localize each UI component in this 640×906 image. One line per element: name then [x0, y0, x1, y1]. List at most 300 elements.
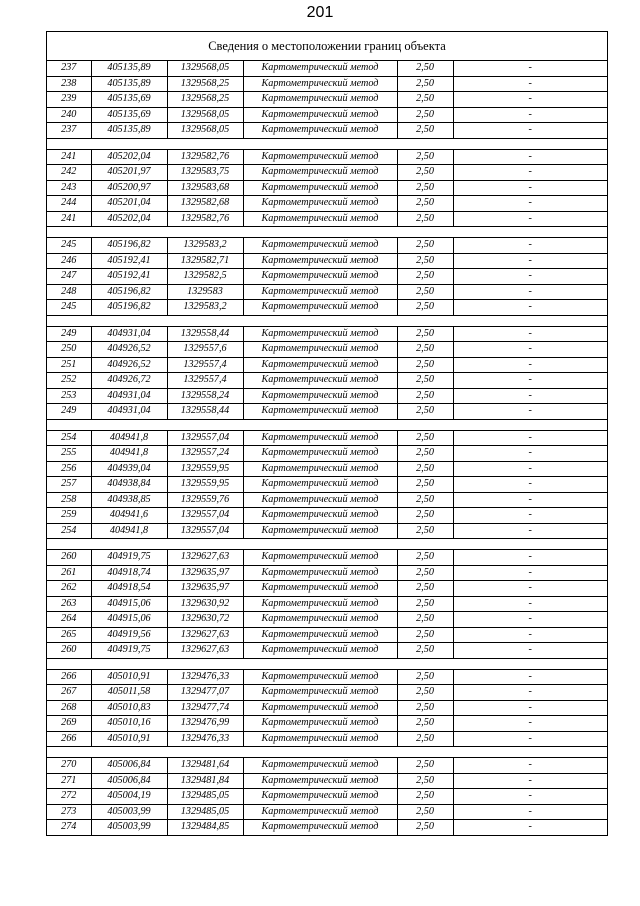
description-cell: -	[453, 253, 607, 269]
method-cell: Картометрический метод	[243, 773, 397, 789]
table-row	[47, 565, 607, 581]
table-row	[47, 804, 607, 820]
coord-y-cell: 1329568,05	[167, 61, 243, 76]
method-cell: Картометрический метод	[243, 612, 397, 628]
method-cell: Картометрический метод	[243, 565, 397, 581]
coord-x-cell: 404941,8	[91, 523, 167, 539]
coord-y-cell: 1329582,71	[167, 253, 243, 269]
method-cell: Картометрический метод	[243, 804, 397, 820]
table-row	[47, 731, 607, 747]
coord-y-cell: 1329630,72	[167, 612, 243, 628]
coord-x-cell: 404938,85	[91, 492, 167, 508]
table-row	[47, 123, 607, 139]
point-number-cell: 259	[47, 508, 91, 524]
method-cell: Картометрический метод	[243, 820, 397, 835]
method-cell: Картометрический метод	[243, 731, 397, 747]
table-row	[47, 508, 607, 524]
group-separator	[47, 315, 607, 326]
method-cell: Картометрический метод	[243, 284, 397, 300]
table-row	[47, 107, 607, 123]
coord-y-cell: 1329557,04	[167, 523, 243, 539]
description-cell: -	[453, 284, 607, 300]
method-cell: Картометрический метод	[243, 300, 397, 316]
method-cell: Картометрический метод	[243, 596, 397, 612]
point-number-cell: 254	[47, 523, 91, 539]
table-row	[47, 76, 607, 92]
table-row	[47, 461, 607, 477]
coord-x-cell: 405003,99	[91, 804, 167, 820]
description-cell: -	[453, 165, 607, 181]
point-number-cell: 241	[47, 149, 91, 165]
point-number-cell: 260	[47, 550, 91, 566]
point-number-cell: 237	[47, 61, 91, 76]
method-cell: Картометрический метод	[243, 373, 397, 389]
table-row	[47, 758, 607, 774]
description-cell: -	[453, 758, 607, 774]
coord-x-cell: 405011,58	[91, 685, 167, 701]
coord-x-cell: 404941,8	[91, 446, 167, 462]
coord-y-cell: 1329557,4	[167, 373, 243, 389]
coord-x-cell: 405006,84	[91, 758, 167, 774]
table-row	[47, 196, 607, 212]
coord-y-cell: 1329568,25	[167, 92, 243, 108]
method-cell: Картометрический метод	[243, 508, 397, 524]
point-number-cell: 266	[47, 669, 91, 685]
accuracy-cell: 2,50	[397, 773, 453, 789]
coord-y-cell: 1329635,97	[167, 565, 243, 581]
point-number-cell: 238	[47, 76, 91, 92]
accuracy-cell: 2,50	[397, 716, 453, 732]
table-row	[47, 789, 607, 805]
coord-x-cell: 405202,04	[91, 149, 167, 165]
point-number-cell: 244	[47, 196, 91, 212]
accuracy-cell: 2,50	[397, 165, 453, 181]
accuracy-cell: 2,50	[397, 731, 453, 747]
coord-x-cell: 404939,04	[91, 461, 167, 477]
table-row	[47, 388, 607, 404]
point-number-cell: 240	[47, 107, 91, 123]
method-cell: Картометрический метод	[243, 107, 397, 123]
method-cell: Картометрический метод	[243, 211, 397, 227]
method-cell: Картометрический метод	[243, 446, 397, 462]
accuracy-cell: 2,50	[397, 253, 453, 269]
accuracy-cell: 2,50	[397, 76, 453, 92]
separator-cell	[47, 138, 607, 149]
point-number-cell: 245	[47, 238, 91, 254]
page-number: 201	[306, 4, 334, 21]
description-cell: -	[453, 492, 607, 508]
description-cell: -	[453, 388, 607, 404]
description-cell: -	[453, 700, 607, 716]
coord-y-cell: 1329558,44	[167, 404, 243, 420]
coord-y-cell: 1329481,84	[167, 773, 243, 789]
separator-cell	[47, 227, 607, 238]
accuracy-cell: 2,50	[397, 804, 453, 820]
point-number-cell: 265	[47, 627, 91, 643]
accuracy-cell: 2,50	[397, 446, 453, 462]
table-row	[47, 685, 607, 701]
description-cell: -	[453, 373, 607, 389]
coord-x-cell: 405196,82	[91, 284, 167, 300]
coord-x-cell: 405010,91	[91, 669, 167, 685]
table-row	[47, 238, 607, 254]
coord-y-cell: 1329477,74	[167, 700, 243, 716]
coord-y-cell: 1329557,04	[167, 508, 243, 524]
table-row	[47, 404, 607, 420]
accuracy-cell: 2,50	[397, 211, 453, 227]
coord-y-cell: 1329582,76	[167, 211, 243, 227]
point-number-cell: 270	[47, 758, 91, 774]
point-number-cell: 261	[47, 565, 91, 581]
table-row	[47, 92, 607, 108]
table-row	[47, 773, 607, 789]
table-row	[47, 716, 607, 732]
method-cell: Картометрический метод	[243, 685, 397, 701]
table-row	[47, 643, 607, 659]
group-separator	[47, 747, 607, 758]
coord-x-cell: 405010,16	[91, 716, 167, 732]
accuracy-cell: 2,50	[397, 643, 453, 659]
coord-y-cell: 1329476,33	[167, 669, 243, 685]
accuracy-cell: 2,50	[397, 284, 453, 300]
accuracy-cell: 2,50	[397, 373, 453, 389]
coord-x-cell: 405135,89	[91, 61, 167, 76]
table-row	[47, 180, 607, 196]
coord-y-cell: 1329485,05	[167, 789, 243, 805]
coord-y-cell: 1329476,99	[167, 716, 243, 732]
point-number-cell: 262	[47, 581, 91, 597]
coord-x-cell: 404919,75	[91, 550, 167, 566]
coord-x-cell: 405196,82	[91, 238, 167, 254]
accuracy-cell: 2,50	[397, 685, 453, 701]
description-cell: -	[453, 596, 607, 612]
coord-y-cell: 1329582,76	[167, 149, 243, 165]
coord-x-cell: 405192,41	[91, 269, 167, 285]
method-cell: Картометрический метод	[243, 669, 397, 685]
coord-y-cell: 1329484,85	[167, 820, 243, 835]
coord-y-cell: 1329557,4	[167, 357, 243, 373]
accuracy-cell: 2,50	[397, 388, 453, 404]
coord-x-cell: 404919,75	[91, 643, 167, 659]
coord-x-cell: 404931,04	[91, 388, 167, 404]
coord-x-cell: 404938,84	[91, 477, 167, 493]
coord-x-cell: 404926,72	[91, 373, 167, 389]
description-cell: -	[453, 643, 607, 659]
coord-x-cell: 405135,89	[91, 76, 167, 92]
method-cell: Картометрический метод	[243, 477, 397, 493]
coord-y-cell: 1329582,5	[167, 269, 243, 285]
method-cell: Картометрический метод	[243, 461, 397, 477]
accuracy-cell: 2,50	[397, 627, 453, 643]
point-number-cell: 272	[47, 789, 91, 805]
table-row	[47, 430, 607, 446]
method-cell: Картометрический метод	[243, 92, 397, 108]
method-cell: Картометрический метод	[243, 523, 397, 539]
description-cell: -	[453, 820, 607, 835]
method-cell: Картометрический метод	[243, 404, 397, 420]
point-number-cell: 266	[47, 731, 91, 747]
accuracy-cell: 2,50	[397, 269, 453, 285]
description-cell: -	[453, 61, 607, 76]
coord-y-cell: 1329557,24	[167, 446, 243, 462]
description-cell: -	[453, 149, 607, 165]
description-cell: -	[453, 430, 607, 446]
coord-y-cell: 1329630,92	[167, 596, 243, 612]
table-row	[47, 61, 607, 76]
method-cell: Картометрический метод	[243, 550, 397, 566]
coord-y-cell: 1329558,44	[167, 326, 243, 342]
coord-y-cell: 1329583,75	[167, 165, 243, 181]
method-cell: Картометрический метод	[243, 388, 397, 404]
coord-y-cell: 1329568,05	[167, 107, 243, 123]
accuracy-cell: 2,50	[397, 61, 453, 76]
point-number-cell: 237	[47, 123, 91, 139]
description-cell: -	[453, 716, 607, 732]
table-row	[47, 326, 607, 342]
coord-y-cell: 1329635,97	[167, 581, 243, 597]
description-cell: -	[453, 612, 607, 628]
accuracy-cell: 2,50	[397, 149, 453, 165]
coord-x-cell: 404918,54	[91, 581, 167, 597]
coord-x-cell: 404941,8	[91, 430, 167, 446]
table-row	[47, 550, 607, 566]
table-title: Сведения о местоположении границ объекта	[47, 32, 607, 61]
accuracy-cell: 2,50	[397, 581, 453, 597]
table-row	[47, 284, 607, 300]
method-cell: Картометрический метод	[243, 758, 397, 774]
coord-y-cell: 1329559,95	[167, 477, 243, 493]
point-number-cell: 245	[47, 300, 91, 316]
description-cell: -	[453, 446, 607, 462]
separator-cell	[47, 315, 607, 326]
separator-cell	[47, 539, 607, 550]
coord-x-cell: 405006,84	[91, 773, 167, 789]
table-row	[47, 669, 607, 685]
coord-x-cell: 404919,56	[91, 627, 167, 643]
coord-x-cell: 405003,99	[91, 820, 167, 835]
group-separator	[47, 539, 607, 550]
accuracy-cell: 2,50	[397, 523, 453, 539]
point-number-cell: 243	[47, 180, 91, 196]
point-number-cell: 251	[47, 357, 91, 373]
coord-x-cell: 405135,69	[91, 92, 167, 108]
point-number-cell: 241	[47, 211, 91, 227]
description-cell: -	[453, 300, 607, 316]
table-row	[47, 820, 607, 835]
boundary-points-table	[47, 61, 607, 835]
description-cell: -	[453, 404, 607, 420]
coord-y-cell: 1329557,04	[167, 430, 243, 446]
accuracy-cell: 2,50	[397, 550, 453, 566]
point-number-cell: 250	[47, 342, 91, 358]
method-cell: Картометрический метод	[243, 269, 397, 285]
description-cell: -	[453, 180, 607, 196]
accuracy-cell: 2,50	[397, 107, 453, 123]
method-cell: Картометрический метод	[243, 196, 397, 212]
method-cell: Картометрический метод	[243, 342, 397, 358]
point-number-cell: 249	[47, 326, 91, 342]
coord-y-cell: 1329485,05	[167, 804, 243, 820]
accuracy-cell: 2,50	[397, 238, 453, 254]
table-row	[47, 627, 607, 643]
table-row	[47, 596, 607, 612]
table-row	[47, 253, 607, 269]
accuracy-cell: 2,50	[397, 123, 453, 139]
coord-x-cell: 405200,97	[91, 180, 167, 196]
point-number-cell: 260	[47, 643, 91, 659]
coord-x-cell: 405201,04	[91, 196, 167, 212]
accuracy-cell: 2,50	[397, 820, 453, 835]
accuracy-cell: 2,50	[397, 612, 453, 628]
group-separator	[47, 138, 607, 149]
coord-y-cell: 1329583,2	[167, 238, 243, 254]
point-number-cell: 257	[47, 477, 91, 493]
table-row	[47, 165, 607, 181]
description-cell: -	[453, 627, 607, 643]
method-cell: Картометрический метод	[243, 643, 397, 659]
table-row	[47, 211, 607, 227]
accuracy-cell: 2,50	[397, 196, 453, 212]
point-number-cell: 274	[61, 821, 77, 832]
method-cell: Картометрический метод	[243, 165, 397, 181]
description-cell: -	[453, 342, 607, 358]
point-number-cell: 246	[47, 253, 91, 269]
description-cell: -	[453, 238, 607, 254]
separator-cell	[47, 747, 607, 758]
coord-y-cell: 1329583,68	[167, 180, 243, 196]
method-cell: Картометрический метод	[243, 326, 397, 342]
coord-x-cell: 405004,19	[91, 789, 167, 805]
method-cell: Картометрический метод	[243, 76, 397, 92]
coord-x-cell: 405196,82	[91, 300, 167, 316]
coord-x-cell: 404918,74	[91, 565, 167, 581]
description-cell: -	[453, 789, 607, 805]
accuracy-cell: 2,50	[397, 92, 453, 108]
table-row	[47, 149, 607, 165]
accuracy-cell: 2,50	[397, 300, 453, 316]
point-number-cell: 268	[47, 700, 91, 716]
method-cell: Картометрический метод	[243, 789, 397, 805]
accuracy-cell: 2,50	[397, 789, 453, 805]
description-cell: -	[453, 76, 607, 92]
coord-x-cell: 405202,04	[91, 211, 167, 227]
coord-x-cell: 405192,41	[91, 253, 167, 269]
point-number-cell: 273	[47, 804, 91, 820]
point-number-cell: 249	[47, 404, 91, 420]
method-cell: Картометрический метод	[243, 253, 397, 269]
coord-x-cell: 405010,83	[91, 700, 167, 716]
separator-cell	[47, 658, 607, 669]
description-cell: -	[453, 773, 607, 789]
group-separator	[47, 658, 607, 669]
coord-y-cell: 1329558,24	[167, 388, 243, 404]
description-cell: -	[453, 461, 607, 477]
group-separator	[47, 419, 607, 430]
coord-x-cell: 404931,04	[91, 326, 167, 342]
method-cell: Картометрический метод	[243, 149, 397, 165]
coord-y-cell: 1329568,05	[167, 123, 243, 139]
point-number-cell: 253	[47, 388, 91, 404]
method-cell: Картометрический метод	[243, 716, 397, 732]
accuracy-cell: 2,50	[397, 700, 453, 716]
method-cell: Картометрический метод	[243, 238, 397, 254]
description-cell: -	[453, 211, 607, 227]
point-number-cell: 242	[47, 165, 91, 181]
table-row	[47, 357, 607, 373]
accuracy-cell: 2,50	[397, 758, 453, 774]
point-number-cell: 256	[47, 461, 91, 477]
coord-y-cell: 1329627,63	[167, 643, 243, 659]
description-cell: -	[453, 685, 607, 701]
coord-x-cell: 404931,04	[91, 404, 167, 420]
table-row	[47, 373, 607, 389]
point-number-cell: 264	[47, 612, 91, 628]
coord-y-cell: 1329476,33	[167, 731, 243, 747]
point-number-cell: 271	[47, 773, 91, 789]
coord-y-cell: 1329481,64	[167, 758, 243, 774]
description-cell: -	[453, 269, 607, 285]
method-cell: Картометрический метод	[243, 700, 397, 716]
table-row	[47, 477, 607, 493]
accuracy-cell: 2,50	[397, 430, 453, 446]
description-cell: -	[453, 477, 607, 493]
coord-x-cell: 404915,06	[91, 612, 167, 628]
coord-y-cell: 1329583,2	[167, 300, 243, 316]
table-row	[47, 269, 607, 285]
table-body	[47, 61, 607, 835]
table-row	[47, 700, 607, 716]
method-cell: Картометрический метод	[243, 123, 397, 139]
boundary-table-sheet	[46, 31, 608, 836]
coord-x-cell: 404941,6	[91, 508, 167, 524]
point-number-cell: 247	[47, 269, 91, 285]
accuracy-cell: 2,50	[397, 669, 453, 685]
coord-y-cell: 1329627,63	[167, 627, 243, 643]
point-number-cell: 269	[47, 716, 91, 732]
method-cell: Картометрический метод	[243, 581, 397, 597]
coord-x-cell: 405010,91	[91, 731, 167, 747]
coord-x-cell: 404915,06	[91, 596, 167, 612]
accuracy-cell: 2,50	[397, 508, 453, 524]
accuracy-cell: 2,50	[397, 357, 453, 373]
method-cell: Картометрический метод	[243, 492, 397, 508]
point-number-cell: 267	[47, 685, 91, 701]
description-cell: -	[453, 581, 607, 597]
coord-y-cell: 1329559,76	[167, 492, 243, 508]
method-cell: Картометрический метод	[243, 627, 397, 643]
table-row	[47, 581, 607, 597]
point-number-cell: 248	[47, 284, 91, 300]
table-row	[47, 612, 607, 628]
coord-x-cell: 404926,52	[91, 342, 167, 358]
point-number-cell: 252	[47, 373, 91, 389]
accuracy-cell: 2,50	[397, 596, 453, 612]
method-cell: Картометрический метод	[243, 430, 397, 446]
coord-y-cell: 1329568,25	[167, 76, 243, 92]
description-cell: -	[453, 523, 607, 539]
accuracy-cell: 2,50	[397, 477, 453, 493]
coord-x-cell: 405135,89	[91, 123, 167, 139]
description-cell: -	[453, 196, 607, 212]
coord-y-cell: 1329557,6	[167, 342, 243, 358]
point-number-cell: 258	[47, 492, 91, 508]
description-cell: -	[453, 550, 607, 566]
table-row	[47, 342, 607, 358]
point-number-cell: 254	[47, 430, 91, 446]
accuracy-cell: 2,50	[397, 461, 453, 477]
accuracy-cell: 2,50	[397, 565, 453, 581]
table-row	[47, 492, 607, 508]
